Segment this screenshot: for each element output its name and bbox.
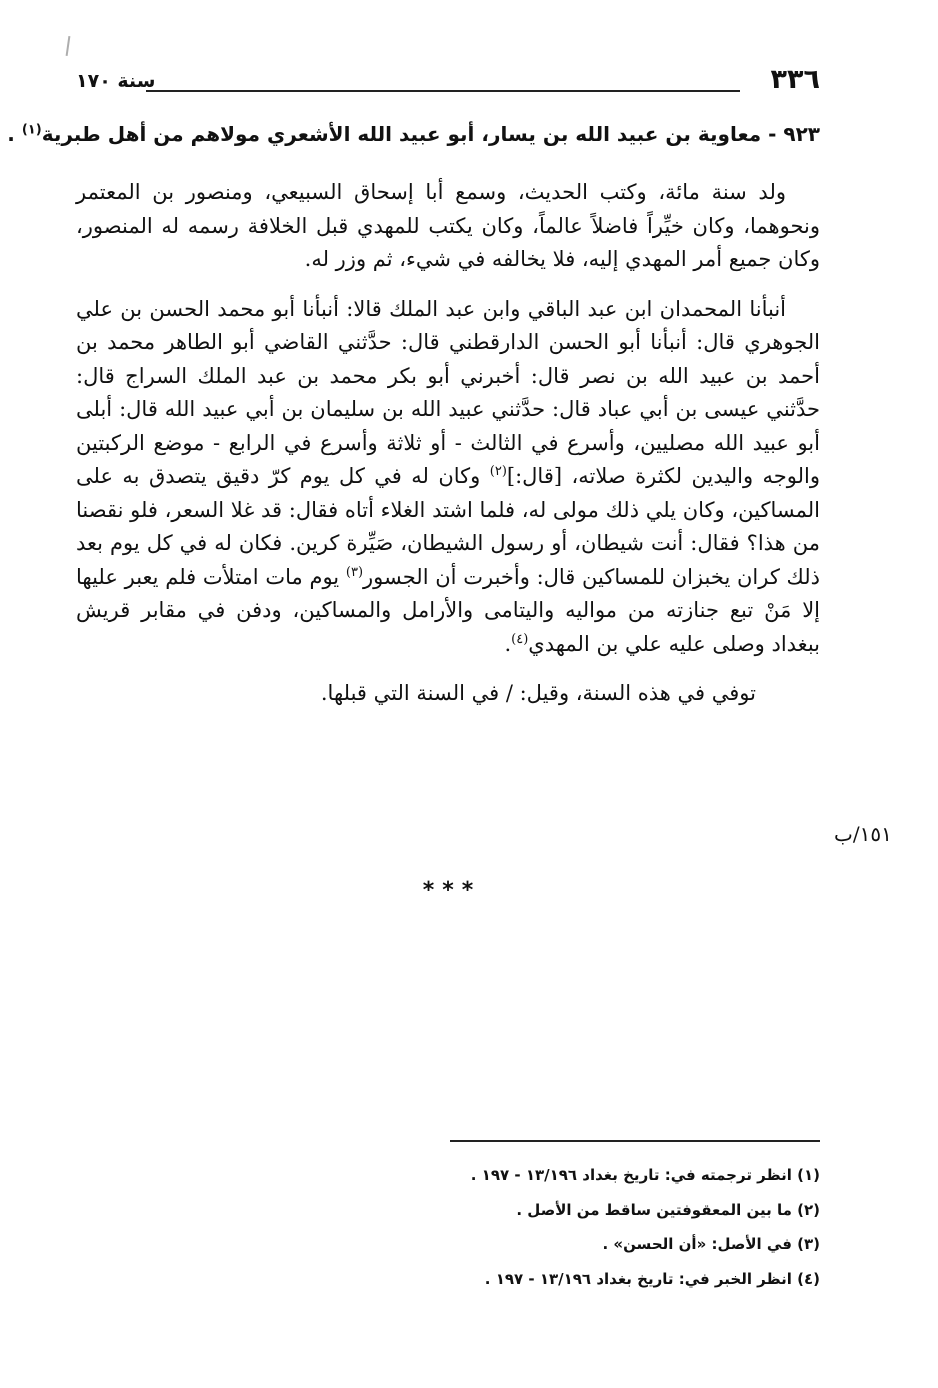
page-number: ٣٣٦: [770, 64, 820, 95]
paragraph-narration: [76, 293, 820, 662]
entry-heading: [7, 116, 820, 152]
section-separator: ***: [422, 878, 482, 903]
narration-part-c: يوم مات امتلأت فلم يعبر عليها إلا مَنْ تبع جنازته من مواليه واليتامى والأرامل والمساكين، ودفن في مقابر قريش ببغداد وصلى عليه علي بن المهدي: [76, 564, 820, 656]
footnote-ref-2: (٢): [489, 464, 507, 479]
page-header: [76, 64, 820, 98]
narration-part-a: أنبأنا المحمدان ابن عبد الباقي وابن عبد الملك قالا: أنبأنا أبو محمد الحسن بن علي الجوهري قال: أنبأنا أبو الحسن الدارقطني قال: حدَّثني القاضي أبو الطاهر محمد بن أحمد بن عبيد الله بن نصر قال: أخبرني أبو بكر محمد بن عبد الملك السراج قال: حدَّثني عيسى بن أبي عباد قال: حدَّثني عبيد الله بن سليمان بن أبي عبيد الله قال: أبلى أبو عبيد الله مصليين، وأسرع في الثالث - أو ثلاثة وأسرع في الرابع - موضع الركبتين والوجه واليدين لكثرة صلاته، [قال:]: [76, 296, 820, 488]
footnote-1: (١) انظر ترجمته في: تاريخ بغداد ١٣/١٩٦ - ١٩٧ .: [470, 1166, 820, 1184]
footnote-3: (٣) في الأصل: «أن الحسن» .: [602, 1235, 820, 1253]
header-rule: [146, 90, 740, 92]
manuscript-folio-marker: ١٥١/ب: [834, 822, 892, 846]
footnote-rule: [450, 1140, 820, 1142]
footnote-list: [76, 1158, 820, 1296]
entry-heading-end: .: [7, 122, 22, 146]
main-text: [7, 116, 821, 711]
narration-part-b: وكان له في كل يوم كرّ دقيق يتصدق به على المساكين، وكان يلي ذلك مولى له، فلما اشتد الغلاء أتاه فقال: قد غلا السعر، فلو نقصنا من هذا؟ فقال: أنت شيطان، أو رسول الشيطان، صَيِّرة كرين. فكان له في كل يوم بعد ذلك كران يخبزان للمساكين قال: وأخبرت أن الجسور: [76, 464, 821, 589]
footnote-ref-3: (٣): [345, 564, 364, 580]
running-head: سنة ١٧٠: [76, 70, 156, 92]
paragraph-biography: ولد سنة مائة، وكتب الحديث، وسمع أبا إسحاق السبيعي، ومنصور بن المعتمر ونحوهما، وكان خيِّراً فاضلاً عالماً، وكان يكتب للمهدي قبل الخلافة رسمه له المنصور، وكان جميع أمر المهدي إليه، فلا يخالفه في شيء، ثم وزر له.: [76, 180, 820, 271]
footnote-2: (٢) ما بين المعقوفتين ساقط من الأصل .: [516, 1200, 820, 1219]
scan-mark: [66, 36, 71, 56]
entry-heading-text: ٩٢٣ - معاوية بن عبيد الله بن يسار، أبو عبيد الله الأشعري مولاهم من أهل طبرية: [41, 122, 820, 146]
paragraph-death: توفي في هذه السنة، وقيل: / في السنة التي قبلها.: [320, 681, 756, 705]
footnote-ref-4: (٤): [511, 631, 529, 647]
footnote-ref-1: (١): [21, 122, 42, 138]
footnote-4: (٤) انظر الخبر في: تاريخ بغداد ١٣/١٩٦ - ١٩٧ .: [484, 1269, 820, 1288]
narration-end: .: [504, 631, 512, 656]
